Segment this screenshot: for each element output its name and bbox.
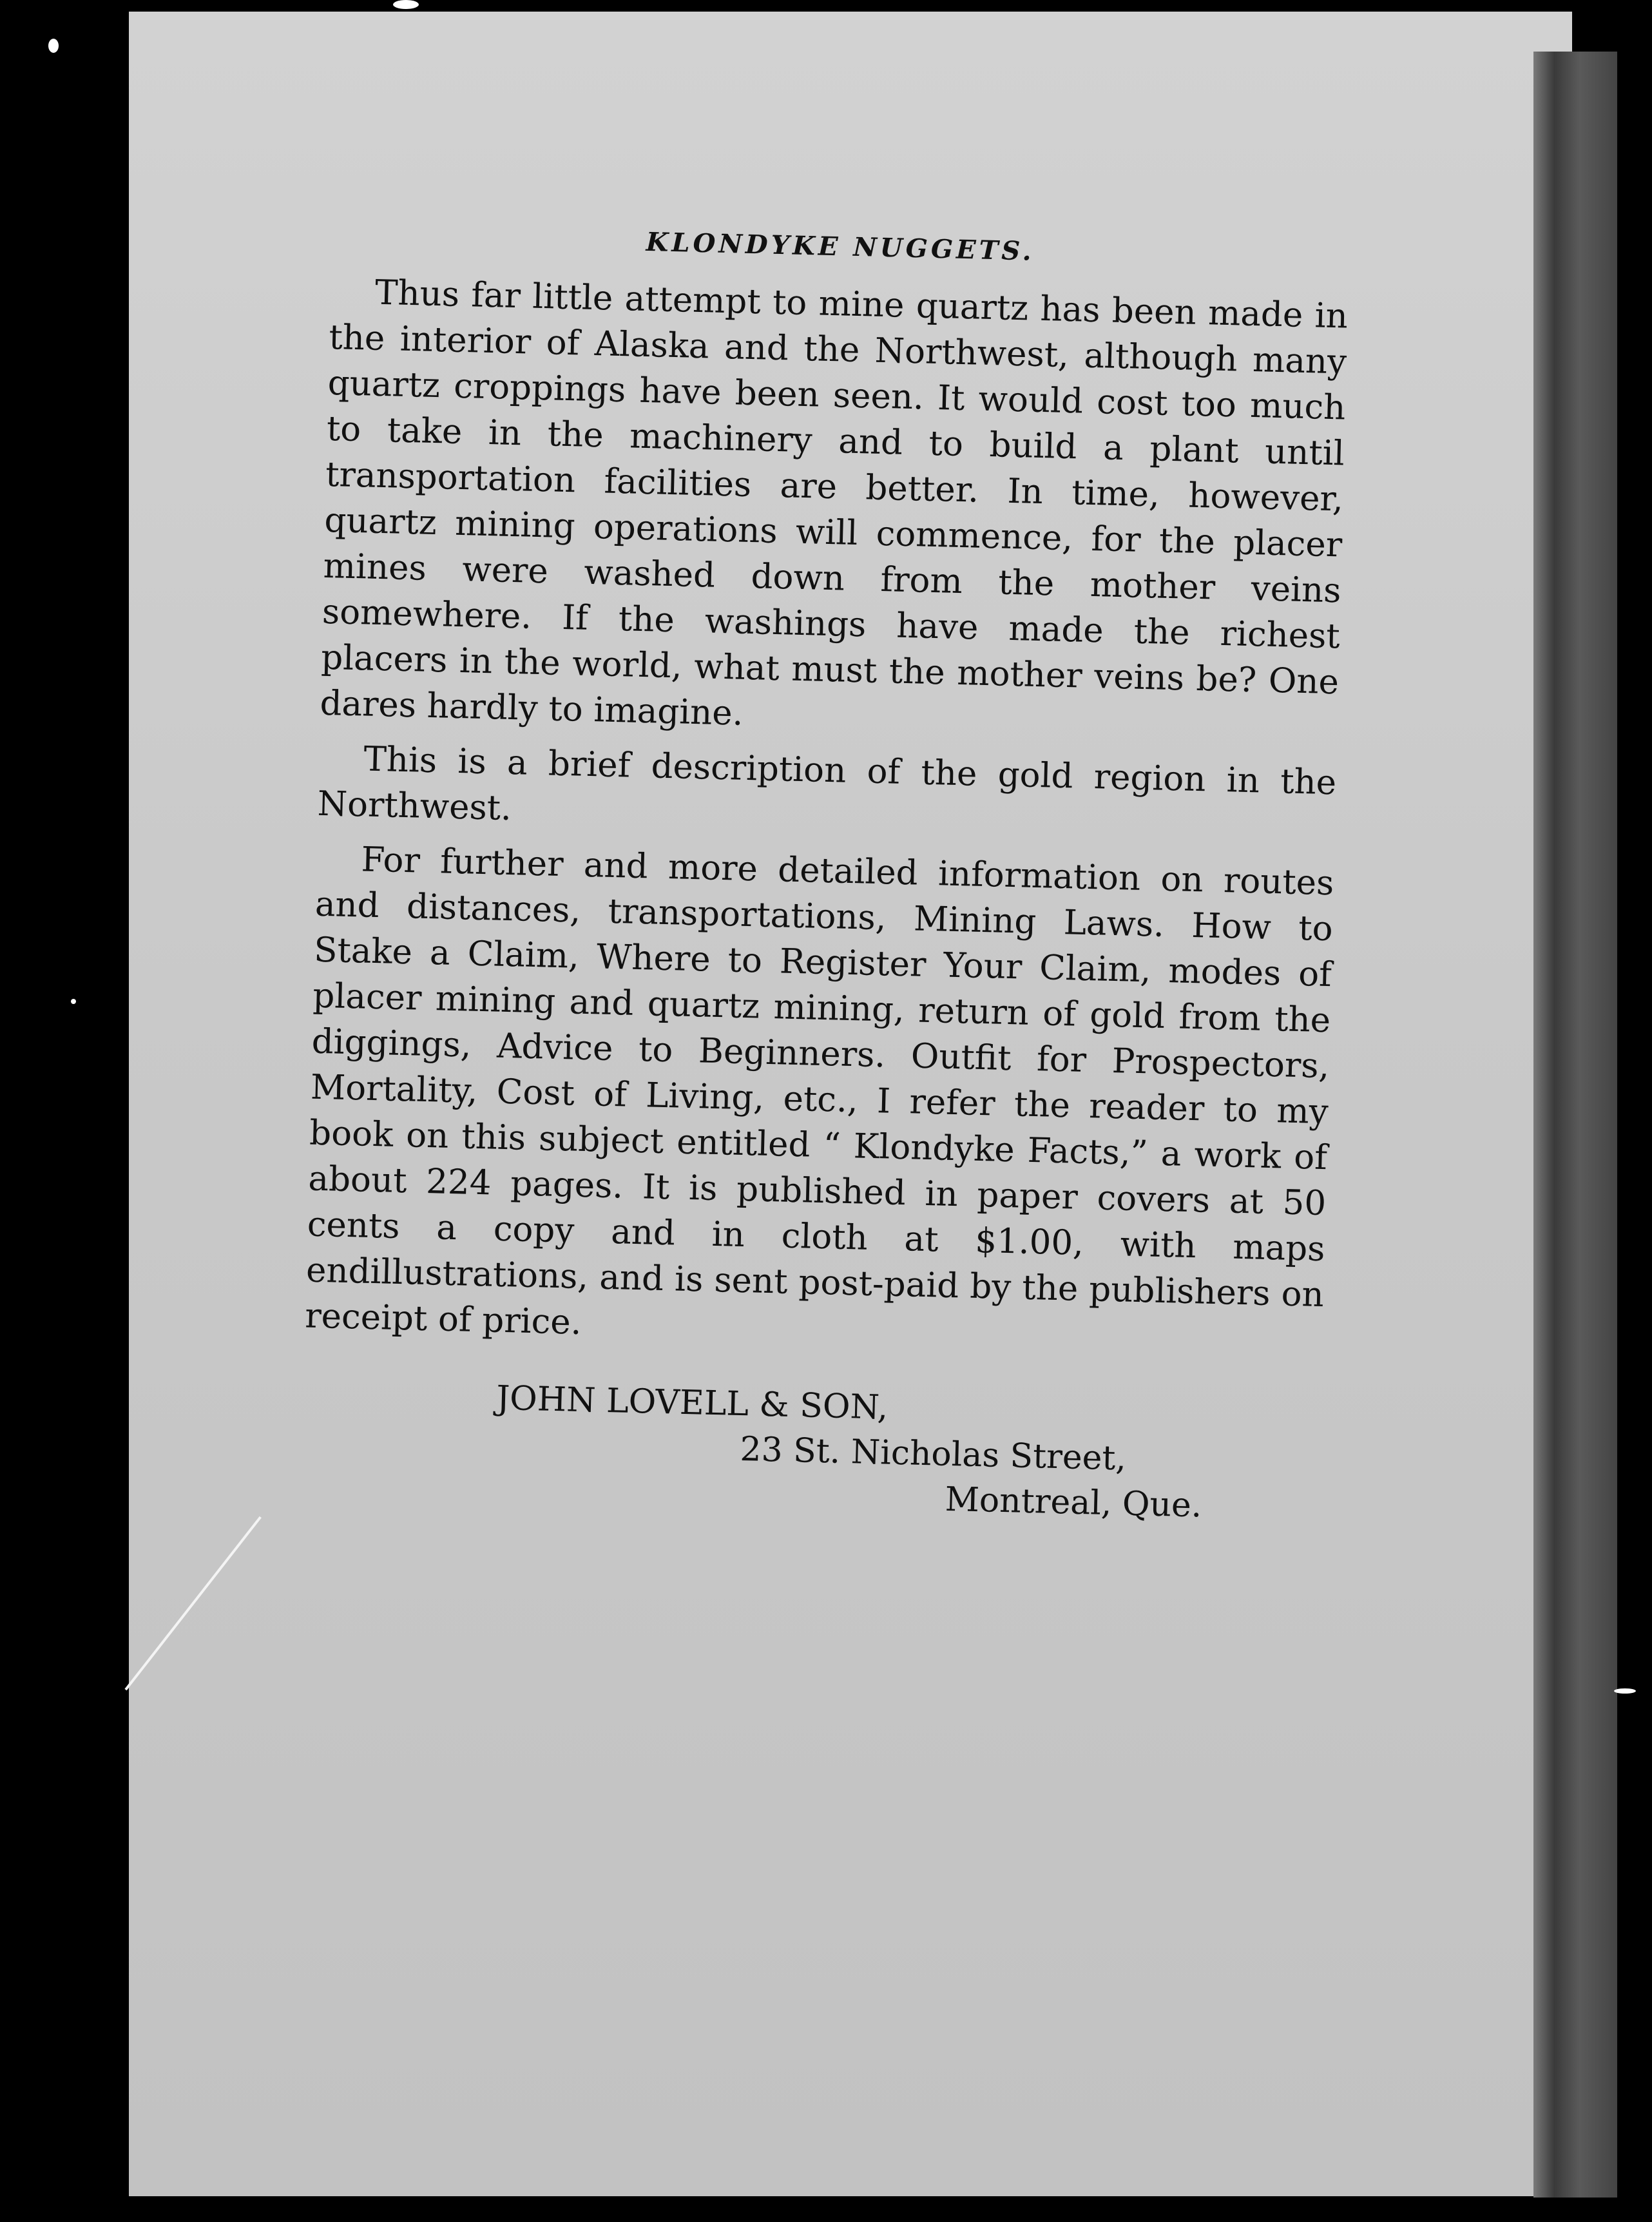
running-head: KLONDYKE NUGGETS. <box>646 226 1035 267</box>
publisher-city: Montreal, Que. <box>945 1480 1203 1525</box>
binding-edge <box>1533 52 1617 2198</box>
paragraph-quartz: Thus far little attempt to mine quartz has been made in the interior of Alaska and the Northwest, although many quartz croppings have been seen. It would cost too much to take in the machinery and to build a plant until transportation facilities are better. In time, however, quartz mining operations will commence, for the placer mines were washed down from the mother veins somewhere. If the washings have made the richest placers in the world, what must the mother veins be? One dares hardly to imagine. <box>319 273 1349 733</box>
dust-speck <box>48 39 59 53</box>
dust-speck <box>393 0 419 9</box>
page-text <box>291 219 1349 1919</box>
publisher-imprint <box>300 1371 1321 1531</box>
paragraph-summary: This is a brief description of the gold region in the Northwest. <box>317 739 1337 829</box>
dust-speck <box>71 999 76 1004</box>
dust-speck <box>1614 1688 1636 1694</box>
paragraph-further-info: For further and more detailed information on routes and distances, transportations, Mining Laws. How to Stake a Claim, Where to Register Your Claim, modes of placer mining and quartz mining, return of gold from the diggings, Advice to Beginners. Outfit for Prospectors, Mortality, Cost of Living, etc., I refer the reader to my book on this subject entitled “ Klondyke Facts,” a work of about 224 pages. It is published in paper covers at 50 cents a copy and in cloth at $1.00, with maps endillustrations, and is sent post-paid by the publishers on receipt of price. <box>304 840 1335 1342</box>
publisher-name: JOHN LOVELL & SON, <box>495 1378 888 1427</box>
publisher-street: 23 St. Nicholas Street, <box>739 1430 1127 1478</box>
